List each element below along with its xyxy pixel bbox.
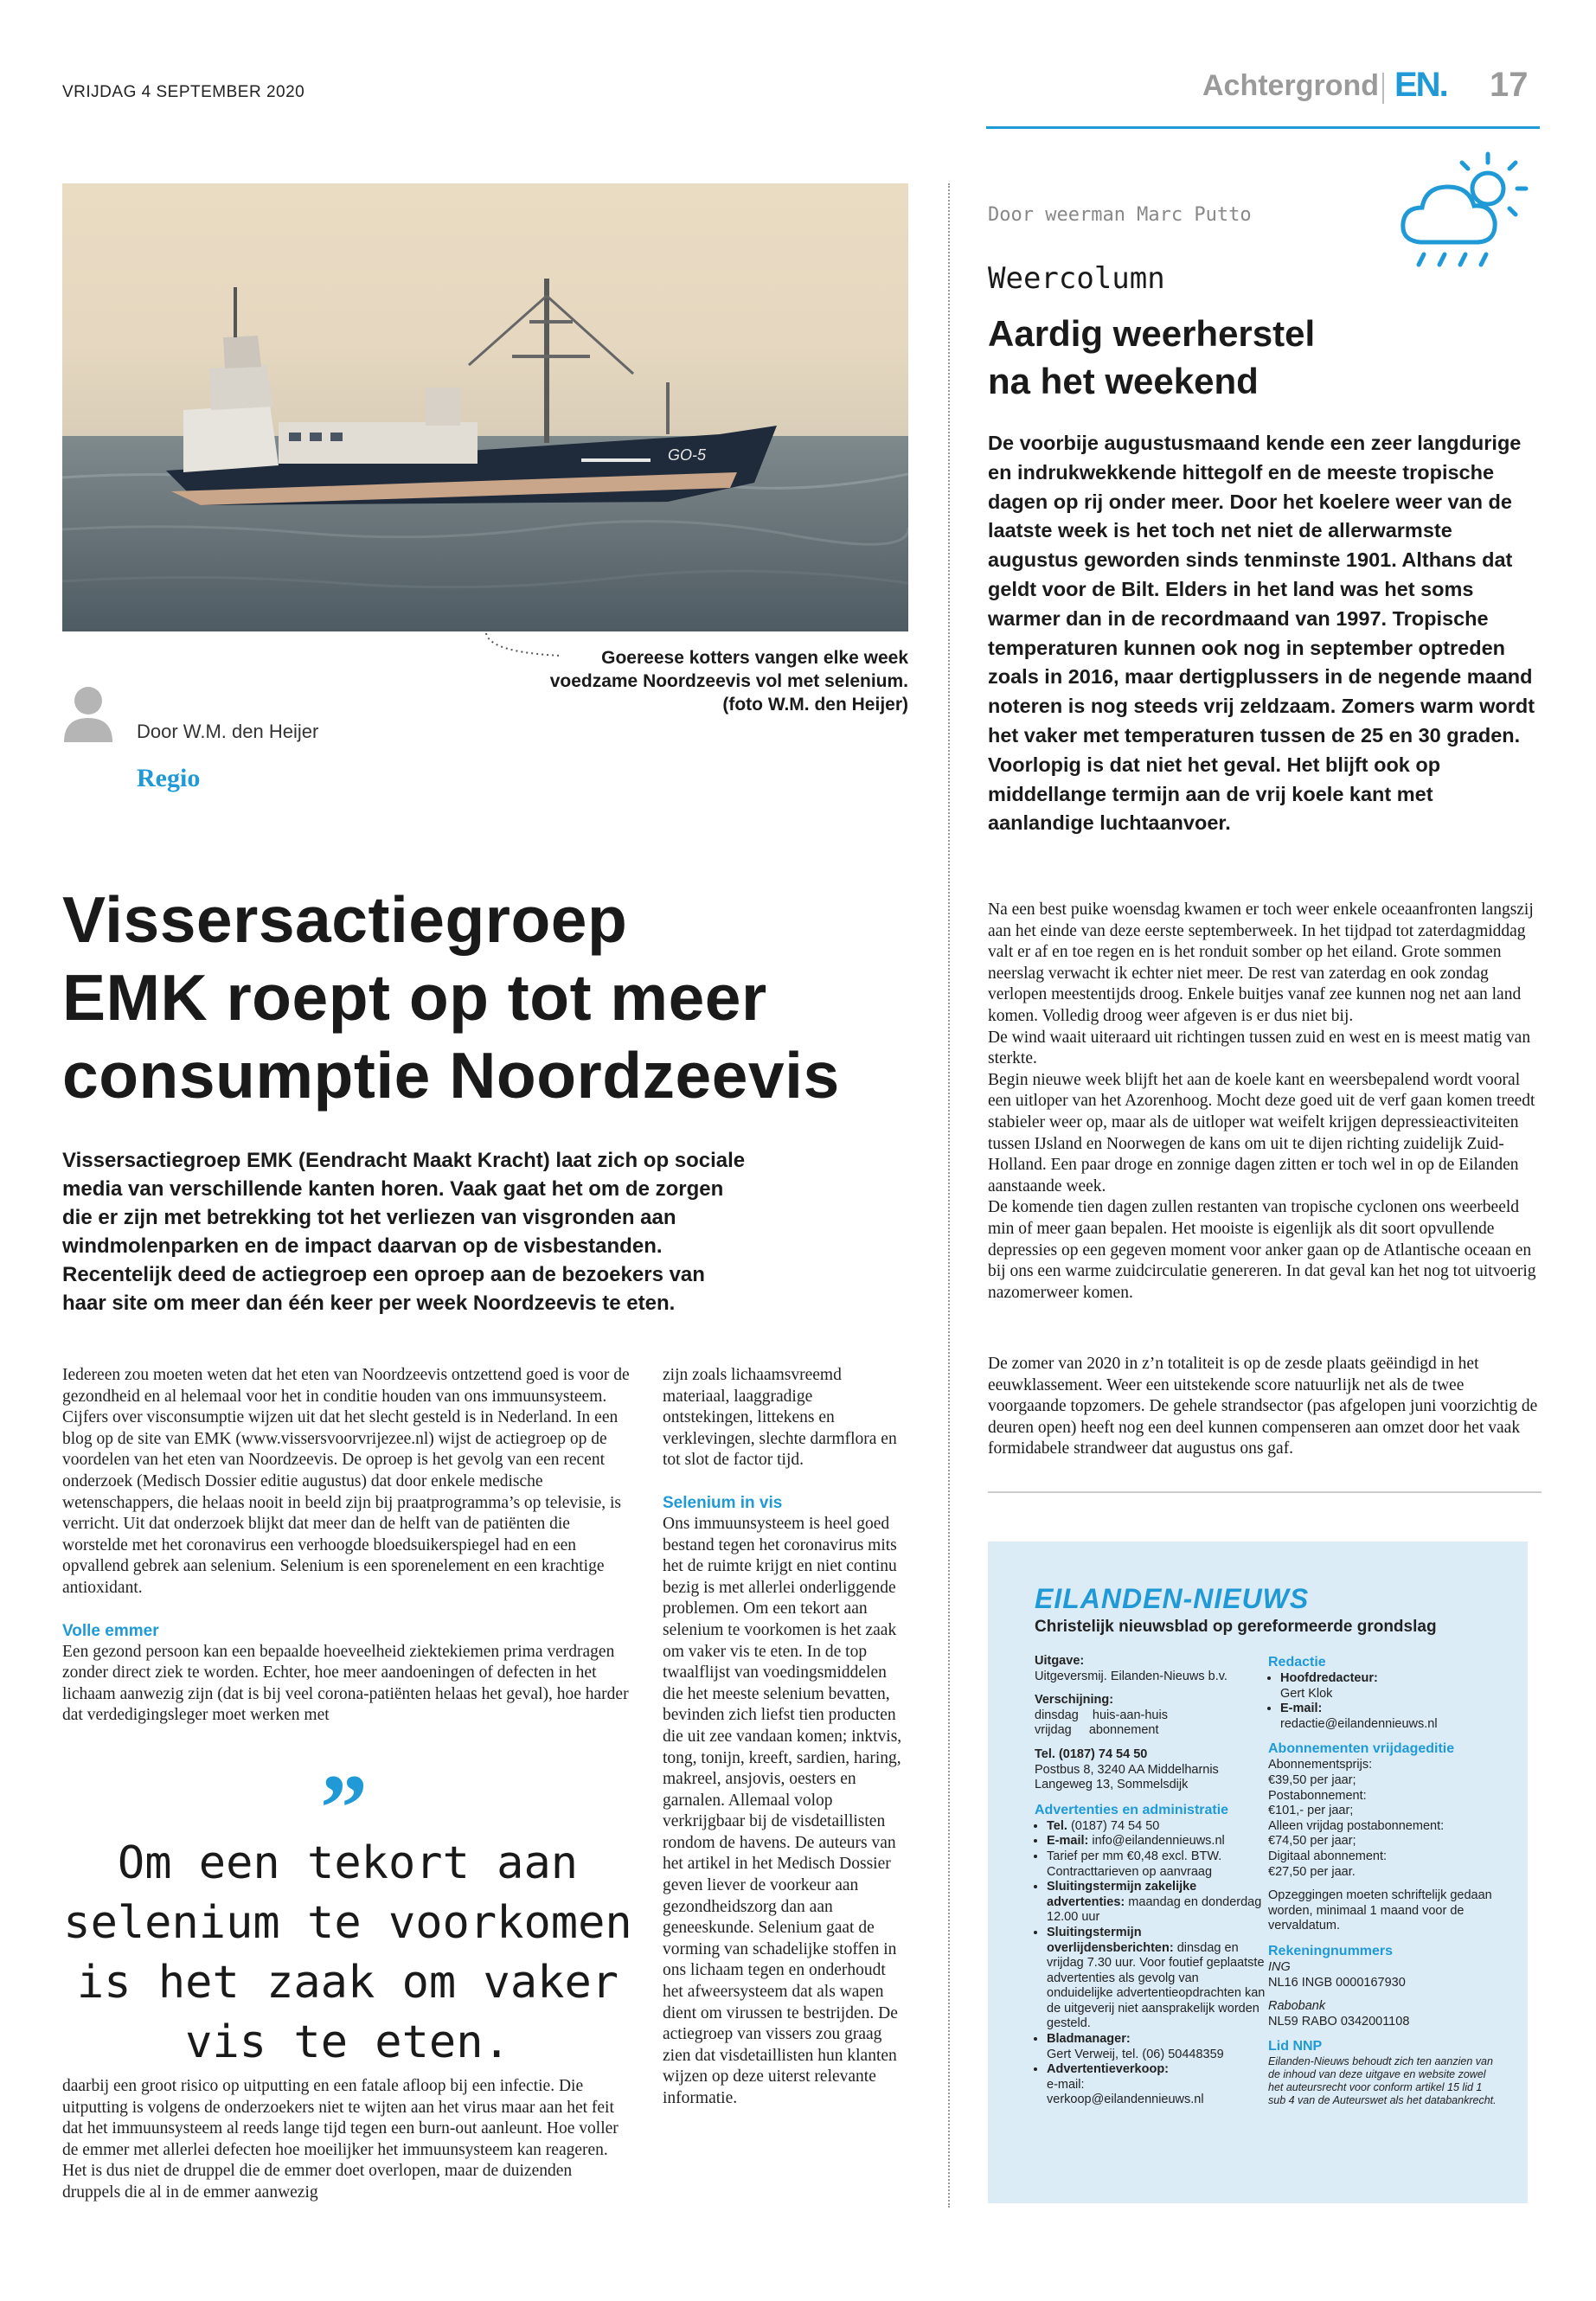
phone-number[interactable]: (0187) 74 54 50: [1070, 1818, 1160, 1833]
value: Alleen vrijdag postabonnement:: [1268, 1818, 1445, 1833]
colophon-heading: Abonnementen vrijdageditie: [1268, 1741, 1455, 1757]
label: Sluitingstermijn overlijdensberichten:: [1047, 1925, 1174, 1955]
colophon-left-column: [1035, 1654, 1268, 2108]
section-title: Achtergrond: [1202, 69, 1379, 102]
colophon-heading: Lid NNP: [1268, 2039, 1323, 2054]
value: maandag en donderdag 12.00 uur: [1047, 1894, 1262, 1925]
email-link[interactable]: redactie@eilandennieuws.nl: [1280, 1716, 1438, 1731]
article-photo: [62, 183, 908, 631]
value: Uitgeversmij. Eilanden-Nieuws b.v.: [1035, 1669, 1227, 1683]
value: vrijdag abonnement: [1035, 1723, 1159, 1738]
label: Advertentieverkoop:: [1047, 2062, 1170, 2077]
headline-line: consumptie Noordzeevis: [62, 1039, 840, 1112]
value: • Tarief per mm €0,48 excl. BTW. Contracttarieven op aanvraag: [1047, 1849, 1268, 1880]
colophon-heading: Redactie: [1268, 1655, 1326, 1670]
bank-number: NL16 INGB 0000167930: [1268, 1975, 1406, 1990]
article-byline: Door W.M. den Heijer: [137, 721, 319, 742]
weather-body-closing: [988, 1354, 1542, 1460]
label: Sluitingstermijn zakelijke advertenties:: [1047, 1880, 1197, 1909]
value: dinsdag en vrijdag 7.30 uur. Voor foutief geplaatste advertenties als gevolg van onduidelijke advertentieopdrachten kan de uitgeverij niet aansprakelijk worden gesteld.: [1047, 1940, 1266, 2031]
weather-headline: [988, 310, 1524, 405]
weather-lead: De voorbije augustusmaand kende een zeer langdurige en indrukwekkende hittegolf en de meeste tropische dagen op rij onder meer. Door het koelere weer van de laatste week is het toch net niet de allerwarmste augustus geworden sinds tenminste 1901. Althans dat geldt voor de Bilt. Elders in het land was het soms warmer dan in de recordmaand van 1997. Tropische temperaturen kunnen ook nog in september optreden zoals in 2016, maar dertigplussers in de negende maand noteren is nog steeds vrij zeldzaam. Zomers warm wordt het vaker met temperaturen tussen de 25 en 30 graden. Voorlopig is dat niet het geval. Het blijft ook op middellange termijn aan de vrij koele kant met aanlandige luchtaanvoer.: [988, 432, 1535, 835]
body-paragraph: Ons immuunsysteem is heel goed bestand tegen het coronavirus mits het de ruimte krijgt en niet continu bezig is met allerlei onderliggende problemen. Om een tekort aan selenium te voorkomen is het zaak om vaker vis te eten. In de top twaalflijst van voedingsmiddelen die het meeste selenium bevatten, bevinden zich liefst tien producten die uit zee vandaan komen; inktvis, tong, tonijn, kreeft, sardien, haring, makreel, ansjovis, oesters en garnalen. Allemaal volop verkrijgbaar bij de visdetaillisten rondom de havens. De auteurs van het artikel in het Medisch Dossier geven liever de voorkeur aan gezondheidszorg dan aan geneeskunde. Selenium gaat de vorming van schadelijke stoffen in ons lichaam tegen en onderhoudt het afweersysteem dat als wapen dient om virussen te bestrijden. De actiegroep van vissers zou graag zien dat visdetaillisten hun klanten wijzen op deze uiterst relevante informatie.: [663, 1514, 902, 2107]
address: Langeweg 13, Sommelsdijk: [1035, 1778, 1189, 1792]
body-paragraph: Iedereen zou moeten weten dat het eten van Noordzeevis ontzettend goed is voor de gezondheid en al helemaal voor het in conditie houden van ons immuunsysteem. Cijfers over visconsumptie wijzen uit dat het slecht gesteld is in Nederland. In een blog op de site van EMK (www.vissersvoorvrijezee.nl) wijst de actiegroep op de voordelen van het eten van Noordzeevis. De oproep is het gevolg van een recent onderzoek (Medisch Dossier editie augustus) dat door enkele medische wetenschappers, die helaas nooit in beeld zijn bij praatprogramma’s op televisie, is verricht. Uit dat onderzoek blijkt dat meer dan de helft van de patiënten die worstelde met het coronavirus een verhoogde bloedsuikerspiegel had en een opvallend gebrek aan selenium. Selenium is een sporenelement en een krachtige antioxidant.: [62, 1366, 630, 1597]
header-divider: [1382, 73, 1384, 104]
headline-line: EMK roept op tot meer: [62, 961, 767, 1034]
email-link[interactable]: verkoop@eilandennieuws.nl: [1047, 2093, 1204, 2107]
article-body-column-1: [62, 1365, 633, 1727]
newspaper-logo: EN.: [1394, 66, 1447, 104]
label: Uitgave:: [1035, 1654, 1085, 1668]
label: Hoofdredacteur:: [1280, 1671, 1378, 1685]
article-body-continued: [62, 2076, 633, 2204]
value: Opzeggingen moeten schriftelijk gedaan worden, minimaal 1 maand voor de vervaldatum.: [1268, 1888, 1492, 1933]
weather-kicker: Weercolumn: [988, 261, 1165, 296]
section-rule: [988, 1491, 1542, 1493]
body-paragraph: Begin nieuwe week blijft het aan de koele kant en weersbepalend wordt vooral een uitloper van het Azorenhoog. Mocht deze goed uit de verf gaan komen treedt stabieler weer op, maar als de uitloper wat weifelt krijgen depressieactiviteiten tussen IJsland en Noorwegen de kans om uit te dijen richting zuidelijk Zuid-Holland. Een paar droge en zonnige dagen zitten er toch wel in op de Eilanden aanstaande week.: [988, 1070, 1535, 1195]
body-paragraph: daarbij een groot risico op uitputting en een fatale afloop bij een infectie. Die uitputting is volgens de onderzoekers niet te wijten aan het virus maar aan het feit dat het immuunsysteem al reeds lange tijd tegen een burn-out aanleunt. Hoe voller de emmer met allerlei defecten hoe moeilijker het immuunsysteem kan reageren. Het is dus niet de druppel die de emmer doet overlopen, maar de duizenden druppels die al in de emmer aanwezig: [62, 2077, 619, 2202]
column-divider: [948, 183, 950, 2208]
colophon-heading: Rekeningnummers: [1268, 1943, 1394, 1958]
disclaimer: Eilanden-Nieuws behoudt zich ten aanzien van de inhoud van deze uitgave en website zowel het auteursrecht voor conform artikel 15 lid 1 sub 4 van de Auteurswet als het databankrecht.: [1268, 2055, 1497, 2107]
label: E-mail:: [1047, 1834, 1089, 1849]
colophon-logo: EILANDEN-NIEUWS: [1035, 1583, 1310, 1614]
article-body-column-2: [663, 1365, 905, 2110]
page-number: 17: [1490, 66, 1529, 104]
value: Abonnementsprijs:: [1268, 1758, 1373, 1772]
body-paragraph: Een gezond persoon kan een bepaalde hoeveelheid ziektekiemen prima verdragen zonder direct ziek te worden. Echter, hoe meer aandoeningen of defecten in het lichaam aanwezig zijn (dat is bij veel corona-patiënten helaas het geval), hoe harder dat verdedigingsleger moet werken met: [62, 1642, 629, 1725]
headline-line: Vissersactiegroep: [62, 883, 628, 956]
colophon-right-column: [1268, 1654, 1502, 2107]
pull-quote: Om een tekort aan selenium te voorkomen is het zaak om vaker vis te eten.: [63, 1837, 632, 2068]
weather-byline: Door weerman Marc Putto: [988, 204, 1252, 226]
colophon-heading: Advertenties en administratie: [1035, 1802, 1229, 1817]
value: Digitaal abonnement:: [1268, 1849, 1388, 1863]
photo-caption: [484, 646, 908, 716]
fishing-boat-image: [62, 183, 908, 631]
subheading: Volle emmer: [62, 1621, 159, 1640]
label: Verschijning:: [1035, 1693, 1114, 1708]
subheading: Selenium in vis: [663, 1493, 783, 1512]
body-paragraph: De zomer van 2020 in z’n totaliteit is op de zesde plaats geëindigd in het eeuwklassement. Weer een uitstekende score natuurlijk net als de twee voorgaande topzomers. De gehele strandsector (pas afgelopen juni voorzichtig de deuren open) heeft nog een deel kunnen compenseren aan omzet door het vaak formidabele strandweer dat augustus ons gaf.: [988, 1355, 1538, 1458]
phone-number[interactable]: (0187) 74 54 50: [1058, 1747, 1148, 1761]
headline-line: na het weekend: [988, 361, 1259, 401]
caption-line: Goereese kotters vangen elke week: [601, 648, 908, 668]
article-headline: [62, 881, 927, 1114]
vessel-registration: GO-5: [668, 446, 707, 464]
bank-name: Rabobank: [1268, 1999, 1326, 2014]
issue-date: VRIJDAG 4 SEPTEMBER 2020: [62, 83, 305, 101]
article-category[interactable]: Regio: [137, 764, 201, 792]
caption-credit: (foto W.M. den Heijer): [722, 695, 908, 715]
quote-icon: ”: [320, 1755, 368, 1861]
value: Gert Verweij, tel. (06) 50448359: [1047, 2047, 1224, 2061]
body-paragraph: De komende tien dagen zullen restanten van tropische cyclonen ons weerbeeld min of meer gaan bepalen. Het mooiste is eigenlijk als dit soort opvullende depressies op een gegeven moment voor anker gaan op de Atlantische oceaan en bij ons een warme zuidcirculatie genereren. In dat geval kan het nog tot uitvoerig nazomerweer komen.: [988, 1198, 1536, 1302]
header-rule: [986, 126, 1540, 129]
address: Postbus 8, 3240 AA Middelharnis: [1035, 1762, 1219, 1777]
value: €101,- per jaar;: [1268, 1804, 1354, 1818]
weather-cloud-sun-icon: [1394, 147, 1542, 272]
value: €39,50 per jaar;: [1268, 1772, 1356, 1787]
label: Bladmanager:: [1047, 2032, 1131, 2047]
article-lead: Vissersactiegroep EMK (Eendracht Maakt Kracht) laat zich op sociale media van verschillende kanten horen. Vaak gaat het om de zorgen die er zijn met betrekking tot het verliezen van visgronden aan windmolenparken en de impact daarvan op de visbestanden. Recentelijk deed de actiegroep een oproep aan de bezoekers van haar site om meer dan één keer per week Noordzeevis te eten.: [62, 1149, 746, 1315]
body-paragraph: Na een best puike woensdag kwamen er toch weer enkele oceaanfronten langszij aan het einde van deze eerste septemberweek. In het tijdpad tot zaterdagmiddag valt er af en toe regen en is het ronduit somber op het eiland. Grote sommen neerslag verwacht ik echter niet meer. De rest van zaterdag en ook zondag verlopen meestentijds droog. Enkele buitjes vanaf zee kunnen nog net aan land komen. Volledig droog weer afgeven is er dus niet bij.: [988, 901, 1534, 1025]
value: dinsdag huis-aan-huis: [1035, 1708, 1168, 1722]
label: Tel.: [1047, 1818, 1067, 1833]
value: Gert Klok: [1280, 1686, 1333, 1701]
label: e-mail:: [1047, 2077, 1085, 2092]
colophon-tagline: Christelijk nieuwsblad op gereformeerde grondslag: [1035, 1618, 1437, 1636]
value: Postabonnement:: [1268, 1788, 1367, 1803]
label: E-mail:: [1280, 1702, 1323, 1716]
body-paragraph: De wind waait uiteraard uit richtingen tussen zuid en west en is meest matig van sterkte.: [988, 1028, 1531, 1068]
value: €27,50 per jaar.: [1268, 1864, 1356, 1879]
headline-line: Aardig weerherstel: [988, 313, 1316, 354]
email-link[interactable]: info@eilandennieuws.nl: [1092, 1834, 1225, 1849]
author-avatar-icon: [62, 685, 114, 747]
bank-name: ING: [1268, 1959, 1291, 1974]
bank-number: NL59 RABO 0342001108: [1268, 2014, 1410, 2029]
weather-body: [988, 900, 1542, 1304]
caption-line: voedzame Noordzeevis vol met selenium.: [549, 671, 908, 691]
label: Tel.: [1035, 1747, 1055, 1761]
body-paragraph: zijn zoals lichaamsvreemd materiaal, laaggradige ontstekingen, littekens en verklevingen, slechte darmflora en tot slot de factor tijd.: [663, 1366, 897, 1470]
value: €74,50 per jaar;: [1268, 1834, 1356, 1849]
